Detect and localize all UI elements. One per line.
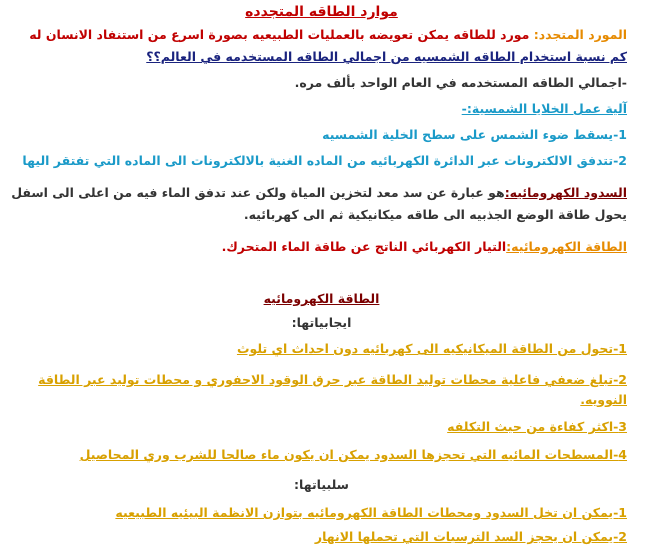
solar-mechanism-heading: آلية عمل الخلايا الشمسية:- — [461, 101, 627, 116]
hydro-section-heading: الطاقة الكهرومائيه — [263, 291, 380, 306]
renewable-definition — [16, 26, 627, 48]
hydro-definition — [16, 238, 627, 260]
solar-answer: -اجمالي الطاقه المستخدمه في العام الواحد بألف مره. — [294, 75, 627, 90]
solar-question: كم نسبة استخدام الطاقه الشمسيه من اجمالي الطاقه المستخدمه في العالم؟؟ — [146, 49, 627, 64]
pro-item-1: 1-تحول من الطاقة الميكانيكيه الى كهربائيه دون احداث اي تلوث — [236, 341, 627, 356]
pro-item-3: 3-اكثر كفاءة من حيث التكلفه — [447, 419, 627, 434]
page-title: موارد الطاقه المتجدده — [245, 4, 398, 20]
pros-heading: ايجابياتها: — [291, 315, 352, 330]
hydro-label: الطاقة الكهرومائيه: — [506, 239, 627, 254]
renewable-text: مورد للطاقه يمكن تعويضه بالعمليات الطبيعيه بصورة اسرع من استنفاد الانسان له — [29, 27, 534, 42]
con-item-1: 1-يمكن ان تخل السدود ومحطات الطاقة الكهرومائيه بتوازن الانظمة البيئيه الطبيعيه — [115, 505, 627, 520]
solar-step-1: 1-يسقط ضوء الشمس على سطح الخلية الشمسيه — [322, 127, 627, 142]
dams-line-2: يحول طاقة الوضع الجذبيه الى طاقه ميكانيكية ثم الى كهربائيه. — [243, 207, 627, 222]
hydro-text: التيار الكهربائي الناتج عن طاقة الماء المتحرك. — [221, 239, 507, 254]
solar-step-2: 2-تتدفق الالكترونات عبر الدائرة الكهربائيه من الماده الغنية بالالكترونات الى الماده التي تفتقر اليها — [22, 153, 627, 168]
dams-definition — [11, 184, 627, 206]
dams-line-1: هو عبارة عن سد معد لتخزين المياة ولكن عند تدفق الماء فيه من اعلى الى اسفل — [11, 185, 505, 200]
cons-heading: سلبياتها: — [294, 477, 349, 492]
con-item-2: 2-يمكن ان يحجز السد الترسبات التي تحملها الانهار — [314, 529, 627, 544]
pro-item-4: 4-المسطحات المائيه التي تحجزها السدود يمكن ان يكون ماء صالحا للشرب وري المحاصيل — [79, 447, 627, 462]
dams-label: السدود الكهرومائيه: — [504, 185, 627, 200]
renewable-label: المورد المتجدد: — [533, 27, 627, 42]
pro-item-2: 2-تبلغ ضعفي فاعلية محطات توليد الطاقة عبر حرق الوقود الاحفوري و محطات توليد عبر الطاقة النوويه. — [38, 372, 627, 407]
